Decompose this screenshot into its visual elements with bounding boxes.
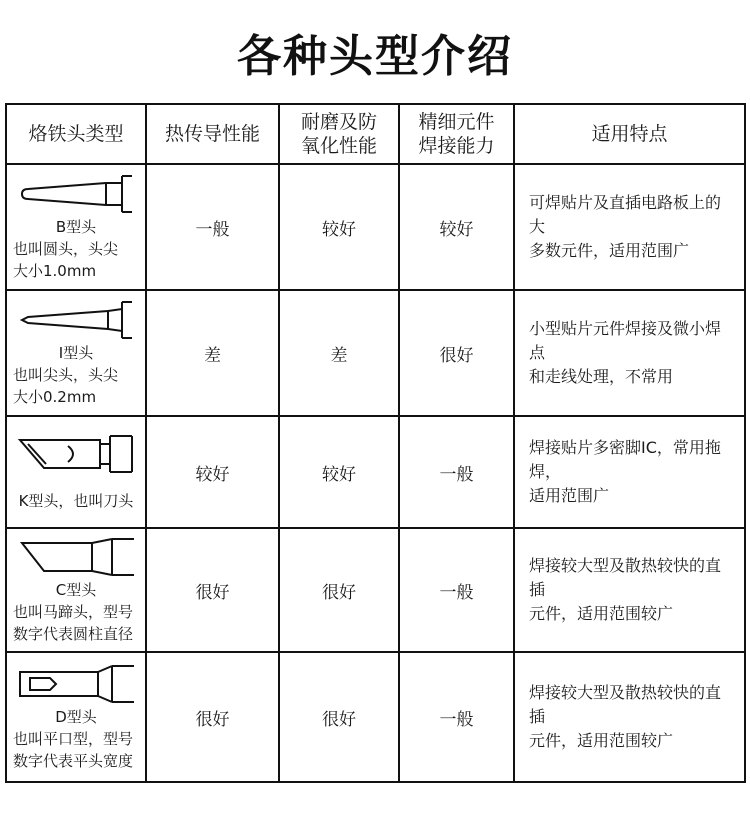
table-row bbox=[6, 652, 745, 782]
tip-desc-line-2: 大小1.0mm bbox=[13, 262, 97, 280]
header-wear bbox=[279, 104, 399, 164]
feature-line-2: 多数元件，适用范围广 bbox=[529, 241, 690, 260]
tip-type-cell bbox=[6, 416, 146, 528]
k-tip-icon bbox=[16, 432, 136, 476]
feature-line-2: 适用范围广 bbox=[529, 486, 610, 505]
tip-comparison-table bbox=[5, 103, 746, 783]
fine-value: 一般 bbox=[399, 416, 514, 528]
tip-name: K型头，也叫刀头 bbox=[18, 492, 134, 510]
heat-value: 很好 bbox=[146, 528, 279, 652]
feature-line-1: 焊接较大型及散热较快的直插 bbox=[529, 556, 722, 599]
feature-text bbox=[514, 416, 745, 528]
tip-desc-line-1: 也叫圆头，头尖 bbox=[13, 240, 119, 258]
tip-desc-line-2: 大小0.2mm bbox=[13, 388, 97, 406]
tip-desc-line-1: 也叫平口型，型号 bbox=[13, 730, 134, 748]
tip-type-cell bbox=[6, 528, 146, 652]
fine-value: 一般 bbox=[399, 528, 514, 652]
heat-value: 较好 bbox=[146, 416, 279, 528]
feature-line-1: 小型贴片元件焊接及微小焊点 bbox=[529, 319, 722, 362]
wear-value: 较好 bbox=[279, 416, 399, 528]
heat-value: 很好 bbox=[146, 652, 279, 782]
tip-desc-line-1: 也叫马蹄头，型号 bbox=[13, 603, 134, 621]
d-tip-icon bbox=[16, 662, 136, 706]
header-feature: 适用特点 bbox=[514, 104, 745, 164]
tip-desc-line-2: 数字代表圆柱直径 bbox=[13, 625, 134, 643]
feature-text bbox=[514, 652, 745, 782]
c-tip-icon bbox=[16, 535, 136, 579]
header-fine-line-2: 焊接能力 bbox=[418, 135, 495, 157]
feature-text bbox=[514, 164, 745, 290]
header-heat: 热传导性能 bbox=[146, 104, 279, 164]
header-wear-line-1: 耐磨及防 bbox=[300, 111, 377, 133]
tip-type-cell bbox=[6, 652, 146, 782]
page-title: 各种头型介绍 bbox=[237, 31, 513, 82]
tip-desc-line-1: 也叫尖头，头尖 bbox=[13, 366, 119, 384]
feature-line-2: 元件，适用范围较广 bbox=[529, 604, 674, 623]
fine-value: 较好 bbox=[399, 164, 514, 290]
feature-line-1: 焊接贴片多密脚IC，常用拖焊， bbox=[529, 438, 721, 481]
header-wear-line-2: 氧化性能 bbox=[300, 135, 377, 157]
table-row bbox=[6, 528, 745, 652]
feature-line-2: 元件，适用范围较广 bbox=[529, 731, 674, 750]
table-row bbox=[6, 416, 745, 528]
tip-desc-line-2: 数字代表平头宽度 bbox=[13, 752, 134, 770]
header-row bbox=[6, 104, 745, 164]
wear-value: 较好 bbox=[279, 164, 399, 290]
tip-type-cell bbox=[6, 164, 146, 290]
header-type: 烙铁头类型 bbox=[6, 104, 146, 164]
tip-name: B型头 bbox=[55, 218, 97, 236]
wear-value: 差 bbox=[279, 290, 399, 416]
table-row bbox=[6, 164, 745, 290]
wear-value: 很好 bbox=[279, 528, 399, 652]
i-tip-icon bbox=[16, 298, 136, 342]
wear-value: 很好 bbox=[279, 652, 399, 782]
feature-line-1: 可焊贴片及直插电路板上的大 bbox=[529, 193, 722, 236]
tip-type-cell bbox=[6, 290, 146, 416]
tip-name: C型头 bbox=[55, 581, 97, 599]
b-tip-icon bbox=[16, 172, 136, 216]
header-fine bbox=[399, 104, 514, 164]
tip-name: I型头 bbox=[58, 344, 94, 362]
header-fine-line-1: 精细元件 bbox=[418, 111, 495, 133]
table-row bbox=[6, 290, 745, 416]
feature-text bbox=[514, 290, 745, 416]
fine-value: 很好 bbox=[399, 290, 514, 416]
heat-value: 差 bbox=[146, 290, 279, 416]
heat-value: 一般 bbox=[146, 164, 279, 290]
feature-line-2: 和走线处理，不常用 bbox=[529, 367, 674, 386]
tip-name: D型头 bbox=[55, 708, 97, 726]
feature-text bbox=[514, 528, 745, 652]
fine-value: 一般 bbox=[399, 652, 514, 782]
feature-line-1: 焊接较大型及散热较快的直插 bbox=[529, 683, 722, 726]
